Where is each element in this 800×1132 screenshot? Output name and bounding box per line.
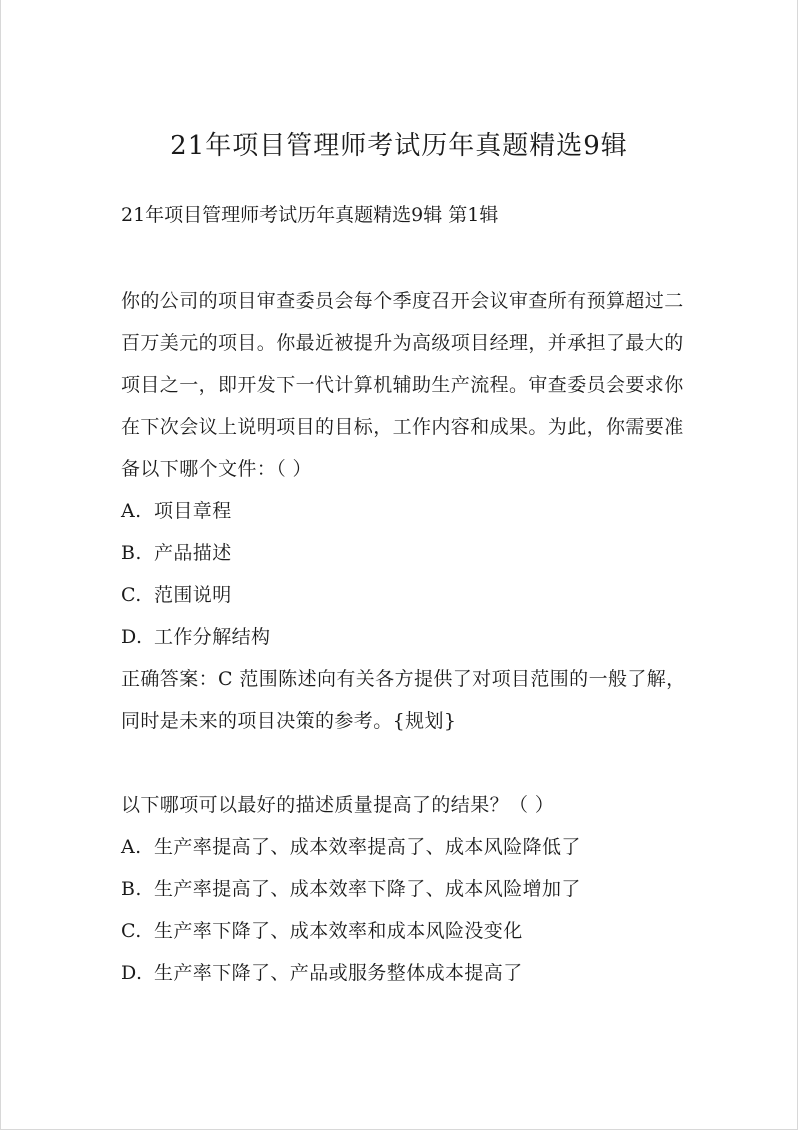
option-letter: B. (121, 542, 142, 564)
option-text: 生产率提高了、成本效率提高了、成本风险降低了 (154, 836, 581, 858)
option-letter: B. (121, 878, 142, 900)
document-title: 21年项目管理师考试历年真题精选9辑 (170, 131, 628, 161)
option-text: 产品描述 (154, 542, 232, 564)
option-letter: A. (121, 836, 142, 858)
option-text: 生产率提高了、成本效率下降了、成本风险增加了 (154, 878, 581, 900)
option-text: 工作分解结构 (154, 626, 271, 648)
option-text: 项目章程 (154, 500, 232, 522)
option-b (121, 868, 686, 910)
question-block (121, 784, 686, 994)
option-letter: C. (121, 584, 142, 606)
option-d (121, 616, 686, 658)
option-text: 生产率下降了、产品或服务整体成本提高了 (154, 962, 523, 984)
option-a (121, 826, 686, 868)
option-a (121, 490, 686, 532)
option-letter: D. (121, 626, 143, 648)
question-block (121, 280, 686, 742)
question-stem: 以下哪项可以最好的描述质量提高了的结果？（ ） (121, 794, 555, 816)
option-text: 范围说明 (154, 584, 232, 606)
option-b (121, 532, 686, 574)
section-subtitle: 21年项目管理师考试历年真题精选9辑 第1辑 (121, 204, 499, 226)
option-text: 生产率下降了、成本效率和成本风险没变化 (154, 920, 523, 942)
option-c (121, 910, 686, 952)
option-letter: C. (121, 920, 142, 942)
option-c (121, 574, 686, 616)
question-stem: 你的公司的项目审查委员会每个季度召开会议审查所有预算超过二百万美元的项目。你最近被提升为高级项目经理，并承担了最大的项目之一，即开发下一代计算机辅助生产流程。审查委员会要求你在下次会议上说明项目的目标，工作内容和成果。为此，你需要准备以下哪个文件：（ ） (121, 290, 684, 480)
option-letter: D. (121, 962, 143, 984)
answer-explanation: 正确答案：C 范围陈述向有关各方提供了对项目范围的一般了解，同时是未来的项目决策的参考。{规划} (121, 668, 686, 732)
option-letter: A. (121, 500, 142, 522)
option-d (121, 952, 686, 994)
